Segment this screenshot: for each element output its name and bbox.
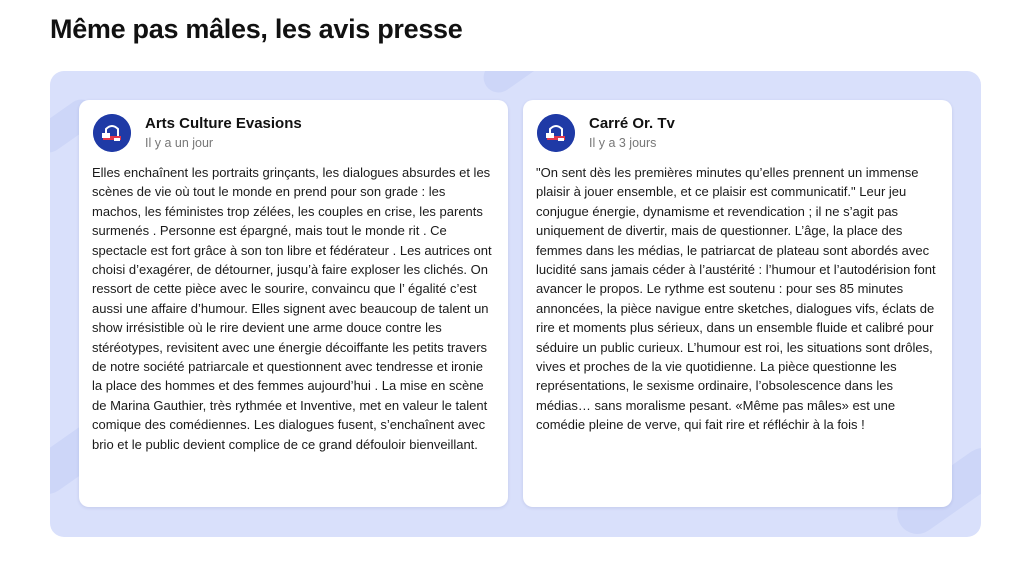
reviewer-name: Carré Or. Tv — [589, 115, 675, 132]
background-decoration — [478, 71, 553, 98]
reviewer-name: Arts Culture Evasions — [145, 115, 302, 132]
review-card — [79, 100, 508, 507]
review-header — [537, 114, 938, 154]
page-title: Même pas mâles, les avis presse — [50, 14, 463, 44]
reviewer-logo-icon — [93, 114, 131, 152]
reviewer-logo-icon — [537, 114, 575, 152]
review-time: Il y a un jour — [145, 136, 214, 150]
review-text: "On sent dès les premières minutes qu’elles prennent un immense plaisir à jouer ensemble, et ce plaisir est communicatif." Leur jeu conjugue énergie, dynamisme et revendication ; il ne s’agit pas uniquement de divertir, mais de questionner. L’âge, la place des femmes dans les médias, le patriarcat de plateau sont abordés avec lucidité sans jamais céder à l’austérité : l’humour et l’autodérision font avancer le propos. Le rythme est soutenu : pour ses 85 minutes annoncées, la pièce navigue entre sketches, dialogues vifs, éclats de rire et moments plus sérieux, dans un ensemble fluide et calibré pour séduire un public curieux. L’humour est roi, les situations sont drôles, vives et proches de la vie quotidienne. La pièce questionne les représentations, le sexisme ordinaire, l’obsolescence dans les médias… sans moralisme pesant. «Même pas mâles» est une comédie pleine de verve, qui fait rire et réfléchir à la fois ! — [536, 165, 936, 433]
review-text: Elles enchaînent les portraits grinçants, les dialogues absurdes et les scènes de vie où tout le monde en prend pour son grade : les machos, les féministes trop zélées, les couples en crise, les parents surmenés . Personne est épargné, mais tout le monde rit . Ce spectacle est fort grâce à son ton libre et fédérateur . Les autrices ont choisi d’exagérer, de détourner, jusqu’à faire exploser les clichés. On ressort de cette pièce avec le sourire, convaincu que l’ égalité c’est aussi une affaire d’humour. Elles signent avec beaucoup de talent un show irrésistible où le rire devient une arme douce contre les stéréotypes, revisitent avec une énergie décoiffante les petits travers de notre société patriarcale et questionnent avec tendresse et ironie la place des hommes et des femmes aujourd’hui . La mise en scène de Marina Gauthier, très rythmée et Inventive, met en valeur le talent comique des comédiennes. Les dialogues fusent, s’enchaînent avec brio et le public devient complice de ce grand défouloir bienveillant. — [92, 165, 492, 452]
review-header — [93, 114, 494, 154]
review-card — [523, 100, 952, 507]
review-time: Il y a 3 jours — [589, 136, 657, 150]
reviews-panel — [50, 71, 981, 537]
